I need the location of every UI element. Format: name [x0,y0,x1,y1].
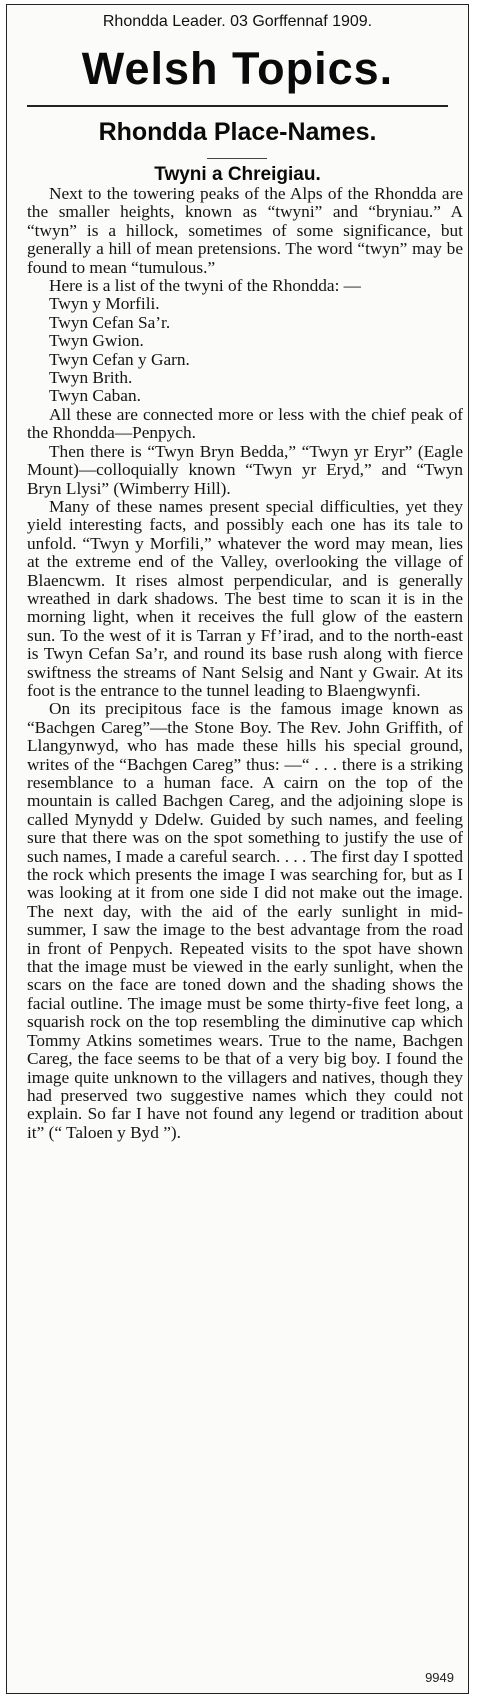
page-title: Welsh Topics. [81,43,394,94]
source-line: Rhondda Leader. 03 Gorffennaf 1909. [102,13,373,30]
clipping-frame [6,4,469,1694]
title-divider [27,105,448,107]
list-item: Twyn y Morfili. [49,294,160,314]
paragraph: On its precipitous face is the famous image known as “Bachgen Careg”—the Stone Boy. The Rev. John Griffith, of Llangynwyd, who has made these hills his special ground, writes of the “Bachgen Careg” thus: —“ . . . there is a striking resemblance to a human face. A cairn on the top of the mountain is called Bachgen Careg, and the adjoining slope is called Mynydd y Ddelw. Guided by such names, and feeling sure that there was on the spot something to justify the use of such names, I made a careful search. . . . The first day I spotted the rock which presents the image I was searching for, but as I was looking at it from one side I did not make out the image. The next day, with the aid of the early sunlight in mid-summer, I saw the image to the best advantage from the road in front of Penpych. Repeated visits to the spot have shown that the image must be viewed in the early sunlight, when the scars on the face are toned down and the shading shows the facial outline. The image must be some thirty-five feet long, a squarish rock on the top resembling the diminutive cap which Tommy Atkins sometimes wears. True to the name, Bachgen Careg, the face seems to be that of a very big boy. I found the image quite unknown to the villagers and natives, though they had preserved two suggestive names which they could not explain. So far I have not found any legend or tradition about it” (“ Taloen y Byd ”). [27,699,463,1142]
list-item: Twyn Cefan Sa’r. [49,312,171,332]
place-list [27,295,463,405]
paragraph: Then there is “Twyn Bryn Bedda,” “Twyn yr Eryr” (Eagle Mount)—colloquially known “Twyn yr Eryd,” and “Twyn Bryn Llysi” (Wimberry Hill). [27,441,463,498]
subtitle: Rhondda Place-Names. [98,118,377,146]
reference-number: 9949 [425,1670,454,1685]
list-item: Twyn Brith. [49,368,133,388]
paragraph: All these are connected more or less with the chief peak of the Rhondda—Penpych. [27,404,463,443]
list-item: Twyn Gwion. [49,331,144,351]
list-item: Twyn Caban. [49,386,141,406]
paragraph: Here is a list of the twyni of the Rhondda: — [49,276,361,296]
paragraph: Next to the towering peaks of the Alps of the Rhondda are the smaller heights, known as “twyni” and “bryniau.” A “twyn” is a hillock, sometimes of some significance, but generally a hill of mean pretensions. The word “twyn” may be found to mean “tumulous.” [27,184,463,277]
section-divider [207,158,267,159]
paragraph: Many of these names present special difficulties, yet they yield interesting facts, and possibly each one has its tale to unfold. “Twyn y Morfili,” whatever the word may mean, lies at the extreme end of the Valley, overlooking the village of Blaencwm. It rises almost perpendicular, and is generally wreathed in dark shadows. The best time to scan it is in the morning light, when it receives the full glow of the eastern sun. To the west of it is Tarran y Ff’irad, and to the north-east is Twyn Cefan Sa’r, and round its base rush along with fierce swiftness the streams of Nant Selsig and Nant y Gwair. At its foot is the entrance to the tunnel leading to Blaengwynfi. [27,496,463,700]
article-body [27,185,463,1142]
section-title: Twyni a Chreigiau. [154,164,321,185]
list-item: Twyn Cefan y Garn. [49,349,190,369]
